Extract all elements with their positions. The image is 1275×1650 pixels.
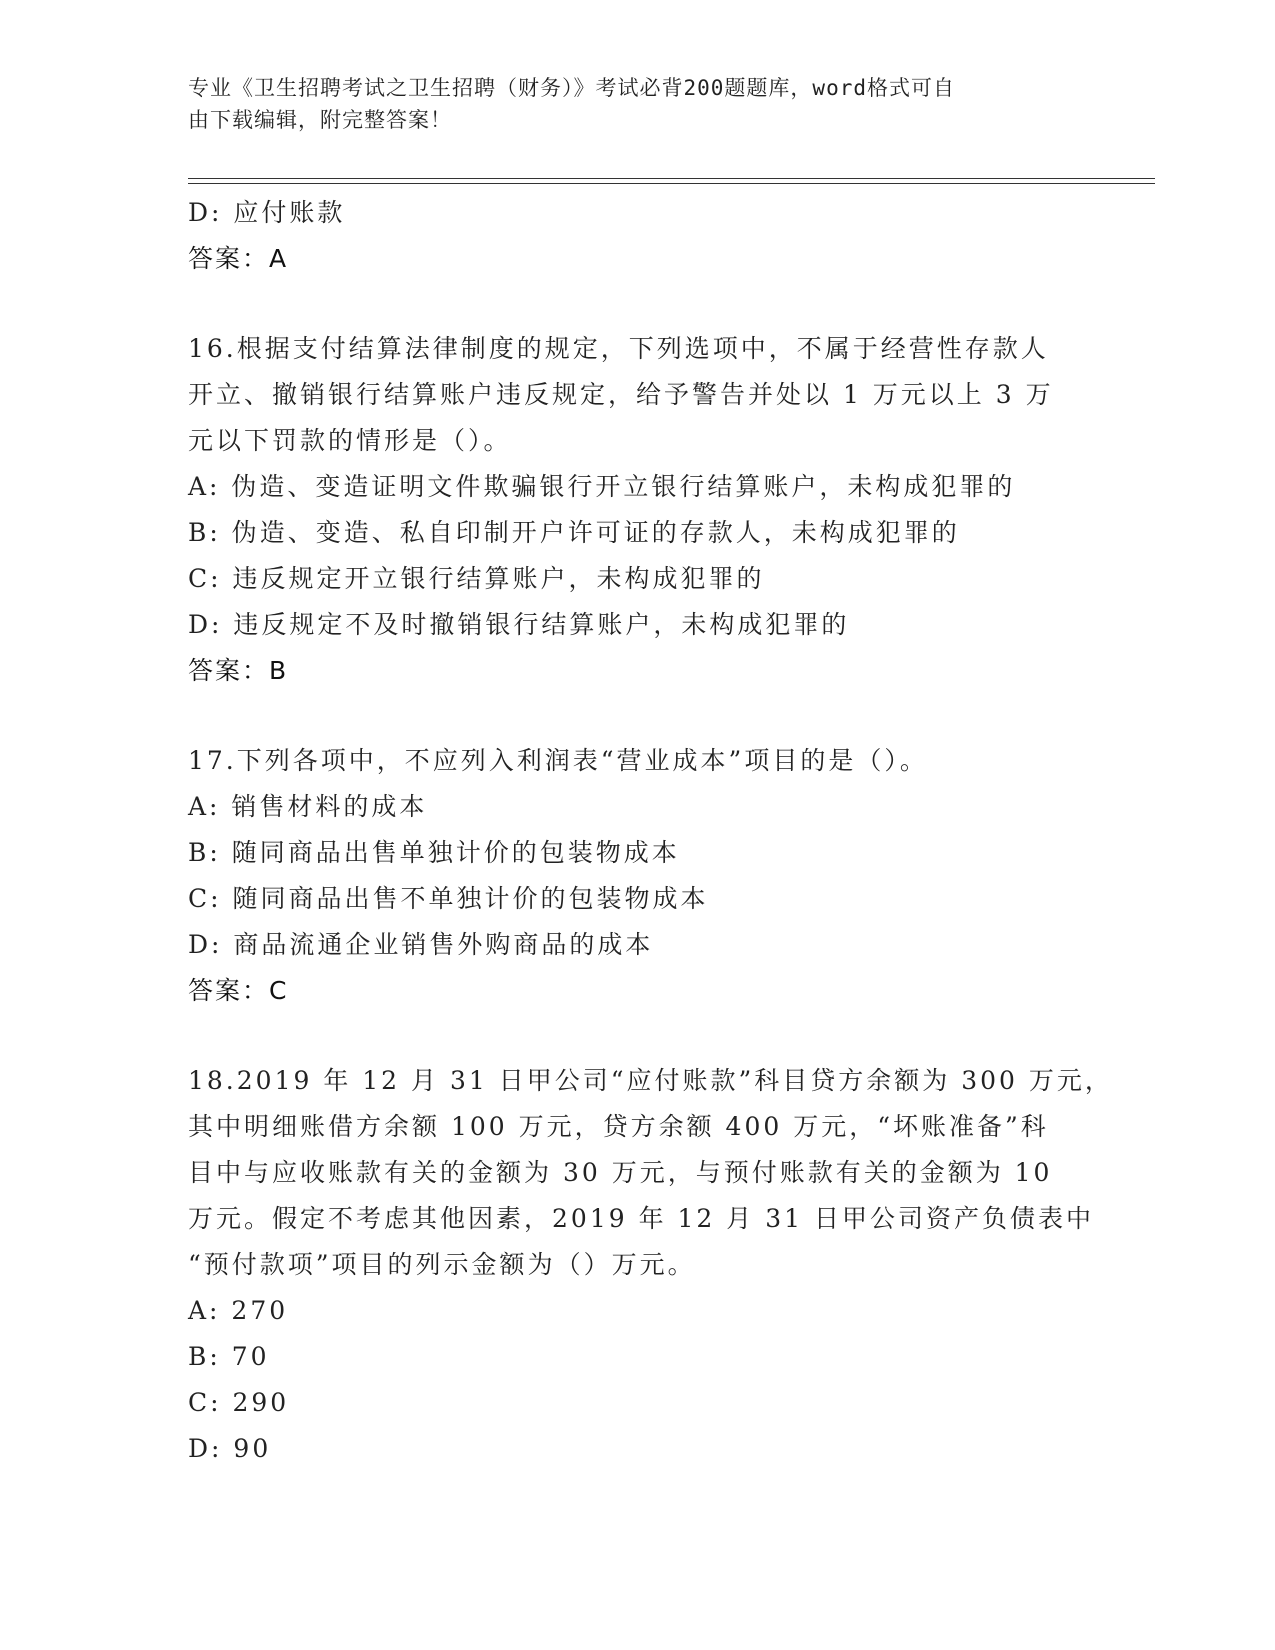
option-c: C: 违反规定开立银行结算账户，未构成犯罪的 [188,564,765,593]
document-header [188,72,1068,136]
option-b: B: 70 [188,1342,270,1371]
question-stem [188,738,1088,784]
stem-line: 元以下罚款的情形是（）。 [188,426,512,455]
stem-line: “预付款项”项目的列示金额为（）万元。 [188,1250,696,1279]
option-a: A: 销售材料的成本 [188,792,428,821]
option-d: D: 应付账款 [188,198,346,227]
question-17 [188,738,1088,1014]
option-a: A: 伪造、变造证明文件欺骗银行开立银行结算账户，未构成犯罪的 [188,472,1016,501]
stem-line: 其中明细账借方余额 100 万元，贷方余额 400 万元，“坏账准备”科 [188,1112,1049,1141]
question-18 [188,1058,1113,1472]
header-divider-bottom [188,183,1155,184]
stem-line: 开立、撤销银行结算账户违反规定，给予警告并处以 1 万元以上 3 万 [188,380,1054,409]
previous-question-tail [188,190,1088,282]
option-d: D: 商品流通企业销售外购商品的成本 [188,930,654,959]
question-stem [188,326,1088,464]
question-content [188,190,1113,1472]
option-a: A: 270 [188,1296,289,1325]
option-d: D: 违反规定不及时撤销银行结算账户，未构成犯罪的 [188,610,850,639]
header-divider-top [188,178,1155,179]
answer-line: 答案：B [188,656,289,685]
stem-line: 目中与应收账款有关的金额为 30 万元，与预付账款有关的金额为 10 [188,1158,1053,1187]
option-d: D: 90 [188,1434,272,1463]
header-line-2: 由下载编辑，附完整答案！ [188,108,452,132]
option-b: B: 随同商品出售单独计价的包装物成本 [188,838,680,867]
stem-line: 万元。假定不考虑其他因素，2019 年 12 月 31 日甲公司资产负债表中 [188,1204,1094,1233]
question-stem [188,1058,1113,1288]
stem-line: 16.根据支付结算法律制度的规定，下列选项中，不属于经营性存款人 [188,334,1049,363]
answer-line: 答案：A [188,244,289,273]
option-c: C: 随同商品出售不单独计价的包装物成本 [188,884,709,913]
question-16 [188,326,1088,694]
header-line-1: 专业《卫生招聘考试之卫生招聘（财务）》考试必背200题题库，word格式可自 [188,76,955,100]
option-b: B: 伪造、变造、私自印制开户许可证的存款人，未构成犯罪的 [188,518,960,547]
stem-line: 17.下列各项中，不应列入利润表“营业成本”项目的是（）。 [188,746,928,775]
option-c: C: 290 [188,1388,290,1417]
answer-line: 答案：C [188,976,289,1005]
stem-line: 18.2019 年 12 月 31 日甲公司“应付账款”科目贷方余额为 300 万元， [188,1066,1113,1095]
